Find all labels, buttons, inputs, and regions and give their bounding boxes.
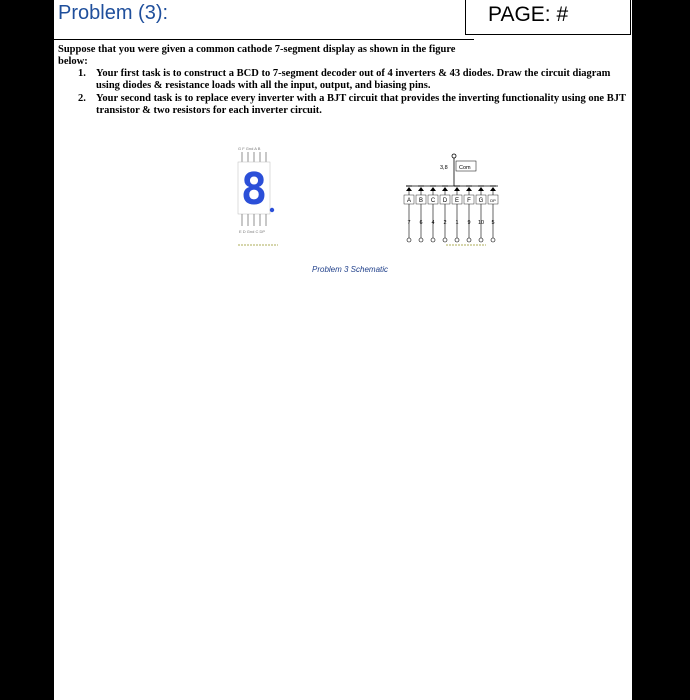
- segment-label-a: A: [406, 198, 412, 204]
- diode-c: [430, 186, 436, 242]
- pin-number-a: 7: [407, 220, 411, 226]
- task-number: 1.: [78, 68, 86, 79]
- pin-number-dp: 5: [491, 220, 495, 226]
- segment-label-c: C: [430, 198, 436, 204]
- segment-label-g: G: [478, 198, 484, 204]
- display-top-pins: [242, 152, 266, 162]
- display-bottom-pins: [242, 214, 266, 226]
- task-text: Your first task is to construct a BCD to 7-segment decoder out of 4 inverters & 43 diodes. Draw the circuit diagram using diodes & resistance loads with all the input, output, and biasing pins.: [96, 68, 611, 91]
- pin-number-b: 6: [419, 220, 423, 226]
- seven-segment-display: [238, 146, 278, 245]
- segment-label-e: E: [454, 198, 460, 204]
- display-decimal-point: [270, 208, 274, 212]
- segment-label-b: B: [418, 198, 424, 204]
- diode-d: [442, 186, 448, 242]
- display-bottom-pin-labels: E D Gnd C DP: [239, 229, 266, 234]
- diode-e: [454, 186, 460, 242]
- intro-paragraph: Suppose that you were given a common cathode 7-segment display as shown in the figure below:: [58, 44, 456, 67]
- pin-number-e: 1: [455, 220, 459, 226]
- title-divider: [54, 39, 474, 40]
- task-text: Your second task is to replace every inverter with a BJT circuit that provides the inverting functionality using one BJT transistor & two resistors for each inverter circuit.: [96, 93, 626, 116]
- task-item-1: [58, 68, 628, 92]
- pin-number-g: 10: [477, 220, 485, 226]
- document-page: [54, 0, 632, 700]
- com-terminal: [452, 154, 456, 158]
- pin-number-d: 2: [443, 220, 447, 226]
- seven-segment-figure: [234, 140, 496, 280]
- display-top-pin-labels: G F Gnd A B: [238, 146, 261, 151]
- page-number-box: [465, 0, 631, 35]
- figure-caption: Problem 3 Schematic: [312, 265, 389, 274]
- display-digit: 8: [240, 164, 268, 215]
- segment-labels: [404, 195, 498, 204]
- com-label: Com: [459, 165, 471, 171]
- diode-g: [478, 186, 484, 242]
- segment-diodes: [406, 186, 496, 242]
- common-pin-numbers: 3,8: [440, 165, 448, 171]
- segment-label-f: F: [467, 198, 471, 204]
- task-item-2: [58, 93, 628, 117]
- task-list: [58, 68, 628, 118]
- diode-b: [418, 186, 424, 242]
- diode-a: [406, 186, 412, 242]
- problem-title: Problem (3):: [58, 2, 169, 24]
- pin-number-c: 4: [431, 220, 435, 226]
- diode-f: [466, 186, 472, 242]
- segment-pin-numbers: [407, 220, 494, 226]
- segment-label-dp: DP: [490, 198, 496, 203]
- pin-number-f: 9: [467, 220, 471, 226]
- page-label: PAGE: #: [488, 3, 569, 26]
- task-number: 2.: [78, 93, 86, 104]
- segment-label-d: D: [442, 198, 448, 204]
- common-cathode-schematic: [404, 154, 498, 245]
- diode-dp: [490, 186, 496, 242]
